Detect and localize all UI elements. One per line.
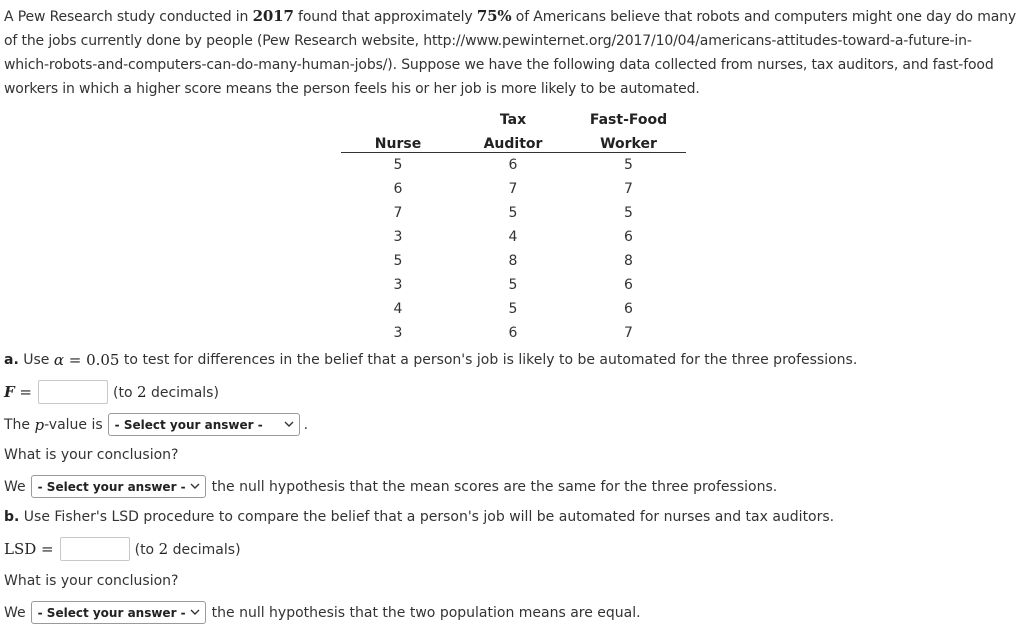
table-row — [341, 297, 686, 321]
table-row — [341, 201, 686, 225]
f-hint: (to 2 decimals) — [113, 383, 219, 401]
lsd-input[interactable] — [60, 537, 130, 561]
lsd-row: LSD = (to 2 decimals) — [4, 536, 241, 562]
conclusion-row-b: We - Select your answer - the null hypothesis that the two population means are equal. — [4, 600, 641, 625]
table-cell: 6 — [624, 277, 633, 293]
table-cell: 6 — [624, 301, 633, 317]
alpha-value: 0.05 — [86, 351, 120, 369]
table-header-fast-food-worker: Worker — [571, 128, 686, 153]
conclusion-b-select[interactable]: - Select your answer - — [31, 601, 206, 624]
table-cell: 4 — [393, 301, 403, 317]
f-symbol: F — [4, 383, 15, 401]
table-cell: 7 — [508, 181, 518, 197]
table-cell: 5 — [508, 301, 518, 317]
table-cell: 5 — [624, 157, 633, 173]
alpha-symbol: α — [53, 351, 64, 369]
table-cell: 3 — [393, 325, 403, 341]
table-header-tax-auditor: Auditor — [455, 128, 571, 153]
table-cell: 4 — [508, 229, 518, 245]
table-cell: 5 — [508, 205, 518, 221]
table-cell: 5 — [393, 157, 403, 173]
intro-line-2: of the jobs currently done by people (Pew Research website, http://www.pewinternet.org/2017/10/04/americans-attitudes-toward-a-future-in- — [4, 33, 972, 49]
table-header-top — [341, 104, 455, 128]
percent-value: 75% — [476, 7, 512, 25]
intro-line-4: workers in which a higher score means the person feels his or her job is more likely to be automated. — [4, 81, 700, 97]
table-cell: 3 — [393, 277, 403, 293]
table-cell: 7 — [624, 325, 633, 341]
table-cell: 6 — [624, 229, 633, 245]
conclusion-question-b: What is your conclusion? — [4, 573, 179, 589]
table-row — [341, 273, 686, 297]
data-table — [341, 104, 686, 345]
table-cell: 6 — [508, 325, 518, 341]
table-cell: 6 — [393, 181, 403, 197]
chevron-down-icon — [283, 419, 295, 431]
table-cell: 7 — [624, 181, 633, 197]
table-row — [341, 225, 686, 249]
f-statistic-row: F = (to 2 decimals) — [4, 379, 219, 405]
table-header-top: Fast-Food — [589, 112, 668, 128]
part-a-prompt: a. Use α = 0.05 to test for differences in the belief that a person's job is likely to be automated for the three professions. — [4, 351, 858, 369]
f-statistic-input[interactable] — [38, 380, 108, 404]
table-cell: 6 — [508, 157, 518, 173]
table-cell: 5 — [508, 277, 518, 293]
table-cell: 8 — [624, 253, 633, 269]
table-header-top: Tax — [499, 112, 527, 128]
table-cell: 5 — [393, 253, 403, 269]
lsd-hint: (to 2 decimals) — [134, 540, 241, 558]
table-cell: 3 — [393, 229, 403, 245]
p-value-row: The p -value is - Select your answer - . — [4, 412, 308, 437]
chevron-down-icon — [189, 607, 201, 619]
chevron-down-icon — [189, 481, 201, 493]
part-a-label: a. — [4, 352, 19, 368]
table-header-nurse: Nurse — [341, 128, 455, 153]
part-b-prompt: b. Use Fisher's LSD procedure to compare the belief that a person's job will be automated for nurses and tax auditors. — [4, 509, 835, 525]
intro-line-1: A Pew Research study conducted in 2017 found that approximately 75% of Americans believe that robots and computers might one day do many — [4, 7, 1016, 25]
problem-intro — [4, 4, 1020, 101]
table-row — [341, 177, 686, 201]
p-value-select[interactable]: - Select your answer - — [108, 413, 300, 436]
table-row — [341, 153, 686, 178]
table-row — [341, 249, 686, 273]
conclusion-a-select[interactable]: - Select your answer - — [31, 475, 206, 498]
conclusion-question-a: What is your conclusion? — [4, 447, 179, 463]
table-cell: 5 — [624, 205, 633, 221]
part-b-label: b. — [4, 509, 20, 525]
table-cell: 7 — [393, 205, 403, 221]
p-symbol: p — [34, 415, 45, 434]
year-value: 2017 — [252, 7, 294, 25]
table-cell: 8 — [508, 253, 518, 269]
intro-line-3: which-robots-and-computers-can-do-many-human-jobs/). Suppose we have the following data collected from nurses, tax auditors, and fast-food — [4, 57, 994, 73]
conclusion-row-a: We - Select your answer - the null hypothesis that the mean scores are the same for the three professions. — [4, 474, 777, 499]
table-row — [341, 321, 686, 345]
lsd-symbol: LSD — [4, 540, 37, 558]
